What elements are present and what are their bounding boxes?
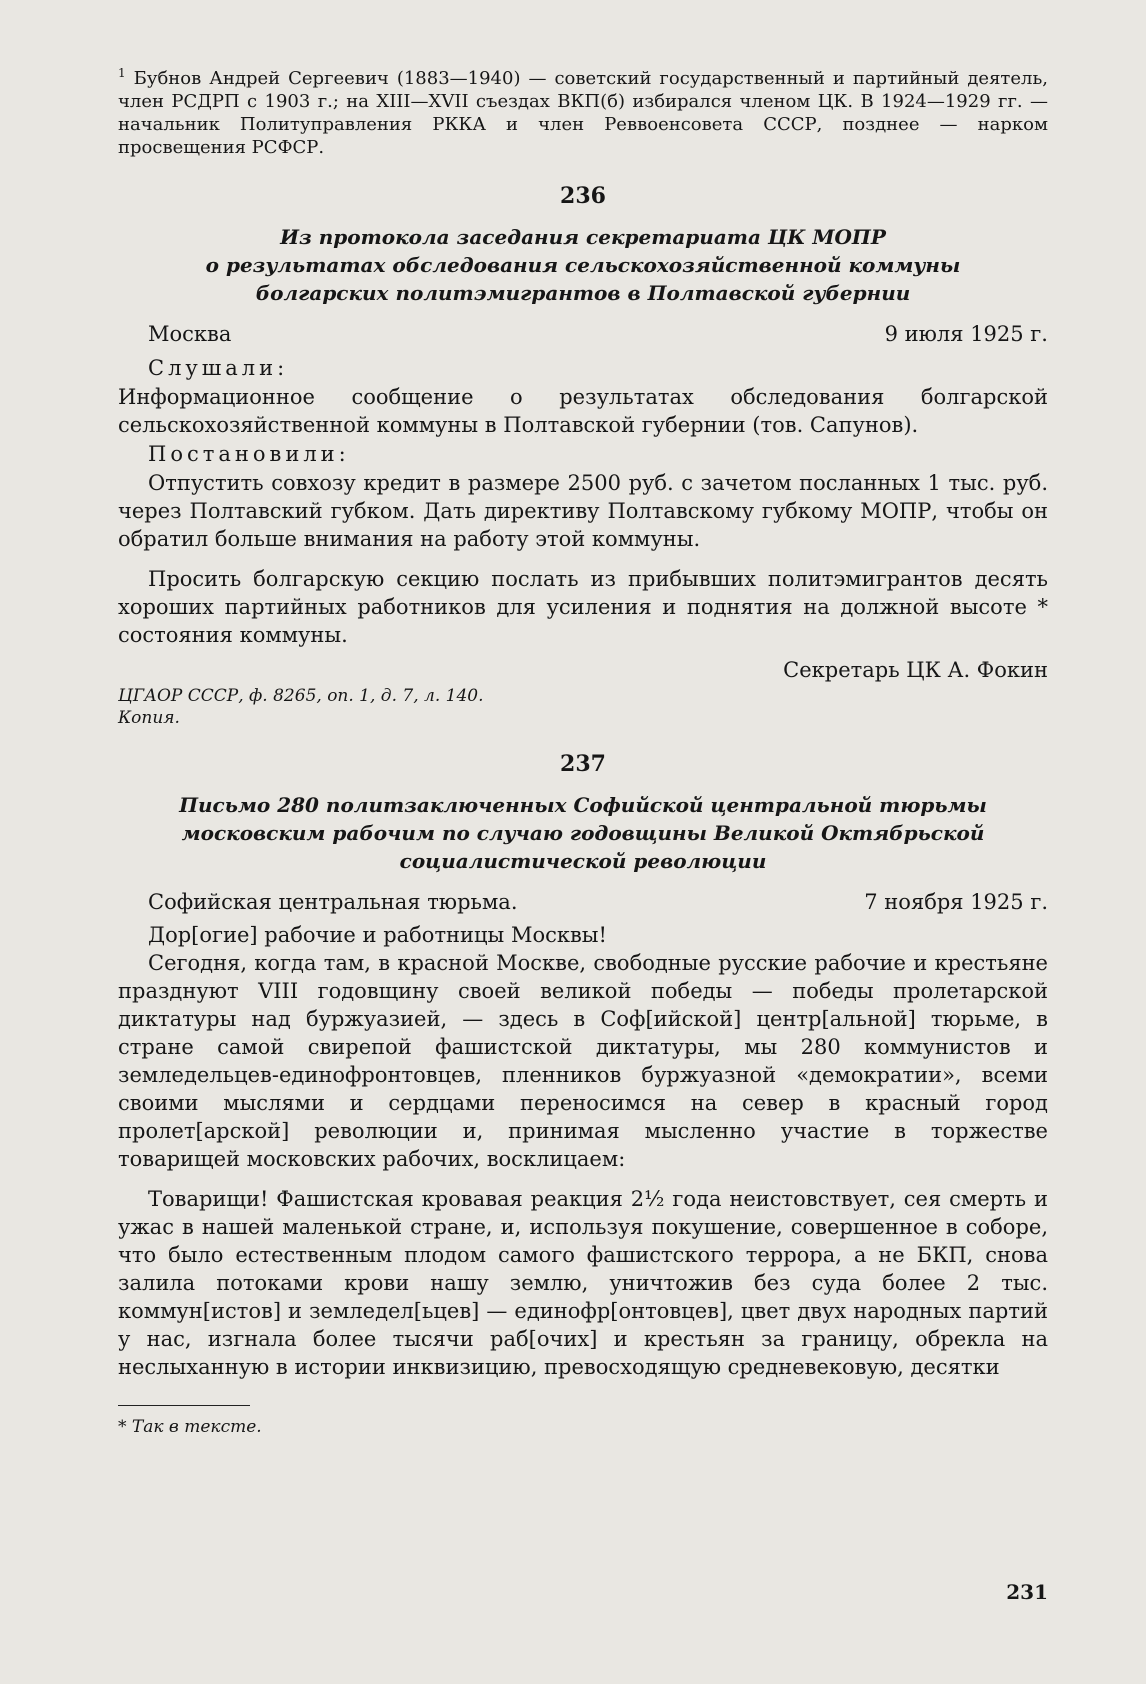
place: Москва: [148, 322, 232, 346]
footnote-divider: [118, 1405, 250, 1406]
signature: Секретарь ЦК А. Фокин: [783, 658, 1048, 682]
resolved-label: Постановили:: [148, 442, 350, 466]
footnote-bubnov: [118, 62, 1048, 159]
heard-label: Слушали:: [148, 356, 289, 380]
document-heading-236: [118, 223, 1048, 307]
salutation: Дор[огие] рабочие и работницы Москвы!: [148, 923, 607, 947]
document-number-236: 236: [560, 183, 606, 209]
document-number-237: 237: [560, 751, 606, 777]
heading-line: Письмо 280 политзаключенных Софийской центральной тюрьмы: [179, 793, 987, 817]
document-heading-237: [118, 791, 1048, 875]
date: 7 ноября 1925 г.: [864, 890, 1048, 914]
resolved-paragraph: Просить болгарскую секцию послать из прибывших политэмигрантов десять хороших партийных работников для усиления и поднятия на должной высоте * состояния коммуны.: [118, 567, 1048, 647]
archive-source: ЦГАОР СССР, ф. 8265, оп. 1, д. 7, л. 140.: [118, 686, 484, 706]
copy-note: Копия.: [118, 708, 180, 728]
place: Софийская центральная тюрьма.: [148, 890, 518, 914]
resolved-paragraph: Отпустить совхозу кредит в размере 2500 руб. с зачетом посланных 1 тыс. руб. через Полтавский губком. Дать директиву Полтавскому губкому МОПР, чтобы он обратил больше внимания на работу этой коммуны.: [118, 471, 1048, 551]
heading-line: Из протокола заседания секретариата ЦК МОПР: [280, 225, 886, 249]
page-number: 231: [1006, 1580, 1048, 1604]
letter-paragraph: Товарищи! Фашистская кровавая реакция 2½ года неистовствует, сея смерть и ужас в нашей маленькой стране, и, используя покушение, совершенное в соборе, что было естественным плодом самого фашистского террора, а не БКП, снова залила потоками крови нашу землю, уничтожив без суда более 2 тыс. коммун[истов] и земледел[ьцев] — единофр[онтовцев], цвет двух народных партий у нас, изгнала более тысячи раб[очих] и крестьян за границу, обрекла на неслыханную в истории инквизицию, превосходящую средневековую, десятки: [118, 1187, 1048, 1379]
date: 9 июля 1925 г.: [884, 322, 1048, 346]
heading-line: о результатах обследования сельскохозяйственной коммуны: [205, 253, 961, 277]
heard-text: Информационное сообщение о результатах обследования болгарской сельскохозяйственной коммуны в Полтавской губернии (тов. Сапунов).: [118, 385, 1048, 437]
heading-line: московским рабочим по случаю годовщины Великой Октябрьской: [181, 821, 985, 845]
heading-line: социалистической революции: [399, 849, 767, 873]
letter-paragraph: Сегодня, когда там, в красной Москве, свободные русские рабочие и крестьяне празднуют VIII годовщину своей великой победы — победы пролетарской диктатуры над буржуазией, — здесь в Соф[ийской] центр[альной] тюрьме, в стране самой свирепой фашистской диктатуры, мы 280 коммунистов и земледельцев-единофронтовцев, пленников буржуазной «демократии», всеми своими мыслями и сердцами переносимся на север в красный город пролет[арской] революции и, принимая мысленно участие в торжестве товарищей московских рабочих, восклицаем:: [118, 951, 1048, 1171]
heading-line: болгарских политэмигрантов в Полтавской губернии: [255, 281, 911, 305]
place-date-236: [148, 319, 1048, 349]
footnote-text: Бубнов Андрей Сергеевич (1883—1940) — советский государственный и партийный деятель, член РСДРП с 1903 г.; на XIII—XVII съездах ВКП(б) избирался членом ЦК. В 1924—1929 гг. — начальник Политуправления РККА и член Реввоенсовета СССР, позднее — нарком просвещения РСФСР.: [118, 68, 1048, 158]
footnote-so-in-text: * Так в тексте.: [118, 1417, 262, 1437]
footnote-mark: 1: [118, 66, 126, 80]
place-date-237: [148, 887, 1048, 917]
